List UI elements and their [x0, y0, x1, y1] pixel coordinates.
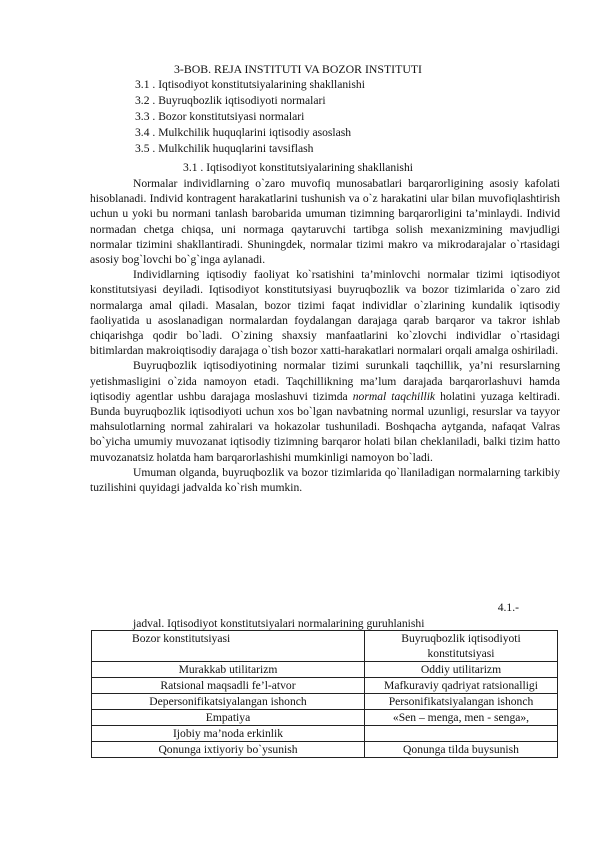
paragraph-text: Buyruqbozlik iqtisodiyotining normalar tizimi surunkali taqchillik, ya’ni resurslarning yetishmasligini o`zida namoyon etadi. Taqchillikning ma’lum darajada barqarorlashuvi hamda iqtisodiy agentlar ushbu darajaga moslashuvi tizimda — [90, 359, 560, 403]
toc-item: 3.5 . Mulkchilik huquqlarini tavsiflash — [135, 142, 314, 155]
toc-item: 3.1 . Iqtisodiyot konstitutsiyalarining shakllanishi — [135, 78, 365, 91]
chapter-title: 3-BOB. REJA INSTITUTI VA BOZOR INSTITUTI — [174, 62, 422, 76]
table-cell: Empatiya — [92, 710, 365, 726]
table-cell: Depersonifikatsiyalangan ishonch — [92, 694, 365, 710]
table-row — [92, 710, 558, 726]
table-cell: Qonunga tilda buysunish — [365, 742, 558, 758]
table-cell — [365, 726, 558, 742]
table-cell: «Sen – menga, men - senga», — [365, 710, 558, 726]
table-row — [92, 726, 558, 742]
paragraph: Normalar individlarning o`zaro muvofiq munosabatlari barqarorligining asosiy kafolati hisoblanadi. Individ kontragent harakatlarini tushunish va o`z harakatini ular bilan muvofiqlashtirish uchun u yoki bu normani tanlash barobarida umuman tizimning barqarorligini ta’minlaydi. Individ normadan chetga chiqsa, uni normaga qaytaruvchi tartibga solish mexanizmining mavjudligi normalar tizimini shakllantiradi. Shuningdek, normalar tizimi makro va mikrodarajalar o`rtasidagi asosiy bog`lovchi bo`g`inga aylanadi. — [90, 177, 560, 267]
paragraph — [90, 358, 560, 464]
table-cell: Personifikatsiyalangan ishonch — [365, 694, 558, 710]
table-row — [92, 678, 558, 694]
toc-item: 3.3 . Bozor konstitutsiyasi normalari — [135, 110, 305, 123]
table-cell: Oddiy utilitarizm — [365, 662, 558, 678]
table-cell: Murakkab utilitarizm — [92, 662, 365, 678]
paragraph: Umuman olganda, buyruqbozlik va bozor tizimlarida qo`llaniladigan normalarning tarkibiy tuzilishini quyidagi jadvalda ko`rish mumkin. — [90, 465, 560, 495]
table-caption-number: 4.1.- — [497, 601, 519, 614]
table-cell: Ratsional maqsadli fe’l-atvor — [92, 678, 365, 694]
table-header-cell: Buyruqbozlik iqtisodiyoti konstitutsiyasi — [365, 631, 558, 662]
toc-item: 3.2 . Buyruqbozlik iqtisodiyoti normalari — [135, 94, 326, 107]
italic-term: normal taqchillik — [352, 389, 436, 403]
toc-item: 3.4 . Mulkchilik huquqlarini iqtisodiy asoslash — [135, 126, 352, 139]
body-text — [90, 176, 560, 495]
norms-table — [91, 630, 558, 758]
section-heading: 3.1 . Iqtisodiyot konstitutsiyalarining shakllanishi — [183, 161, 413, 174]
table-caption: jadval. Iqtisodiyot konstitutsiyalari normalarining guruhlanishi — [133, 617, 425, 630]
table-cell: Mafkuraviy qadriyat ratsionalligi — [365, 678, 558, 694]
table-row — [92, 694, 558, 710]
table-header-cell: Bozor konstitutsiyasi — [92, 631, 365, 662]
paragraph: Individlarning iqtisodiy faoliyat ko`rsatishini ta’minlovchi normalar tizimi iqtisodiyot konstitutsiyasi deyiladi. Iqtisodiyot konstitutsiyasi buyruqbozlik va bozor tizimlarida o`zaro zid normalarga amal qiladi. Masalan, bozor tizimi faqat individlar o`zlarining kundalik iqtisodiy faoliyatida u asoslanadigan normalardan foydalangan darajaga qarab barqaror va takror ishlab chiqarishga qodir bo`ladi. O`zining shaxsiy manfaatlarini ko`zlovchi individlar o`rtasidagi bitimlardan makroiqtisodiy darajaga o`tish bozor xatti-harakatlari normalari orqali amalga oshiriladi. — [90, 268, 560, 358]
paragraph-text: holatini yuzaga keltiradi. Bunda buyruqbozlik iqtisodiyoti uchun xos bo`lgan navbatning normal uzunligi, resurslar va tayyor mahsulotlarning normal zahiralari va hokazolar tushuniladi. Boshqacha aytganda, nafaqat Valras bo`yicha umumiy muvozanat iqtisodiy tizimning barqaror holati bilan cheklaniladi, balki tizim hatto muvozanatsiz holatda ham barqarorlashishi mumkinligi namoyon bo`ladi. — [90, 389, 561, 464]
table-row — [92, 742, 558, 758]
table-cell: Ijobiy ma’noda erkinlik — [92, 726, 365, 742]
table-header-row — [92, 631, 558, 662]
table-row — [92, 662, 558, 678]
table-cell: Qonunga ixtiyoriy bo`ysunish — [92, 742, 365, 758]
